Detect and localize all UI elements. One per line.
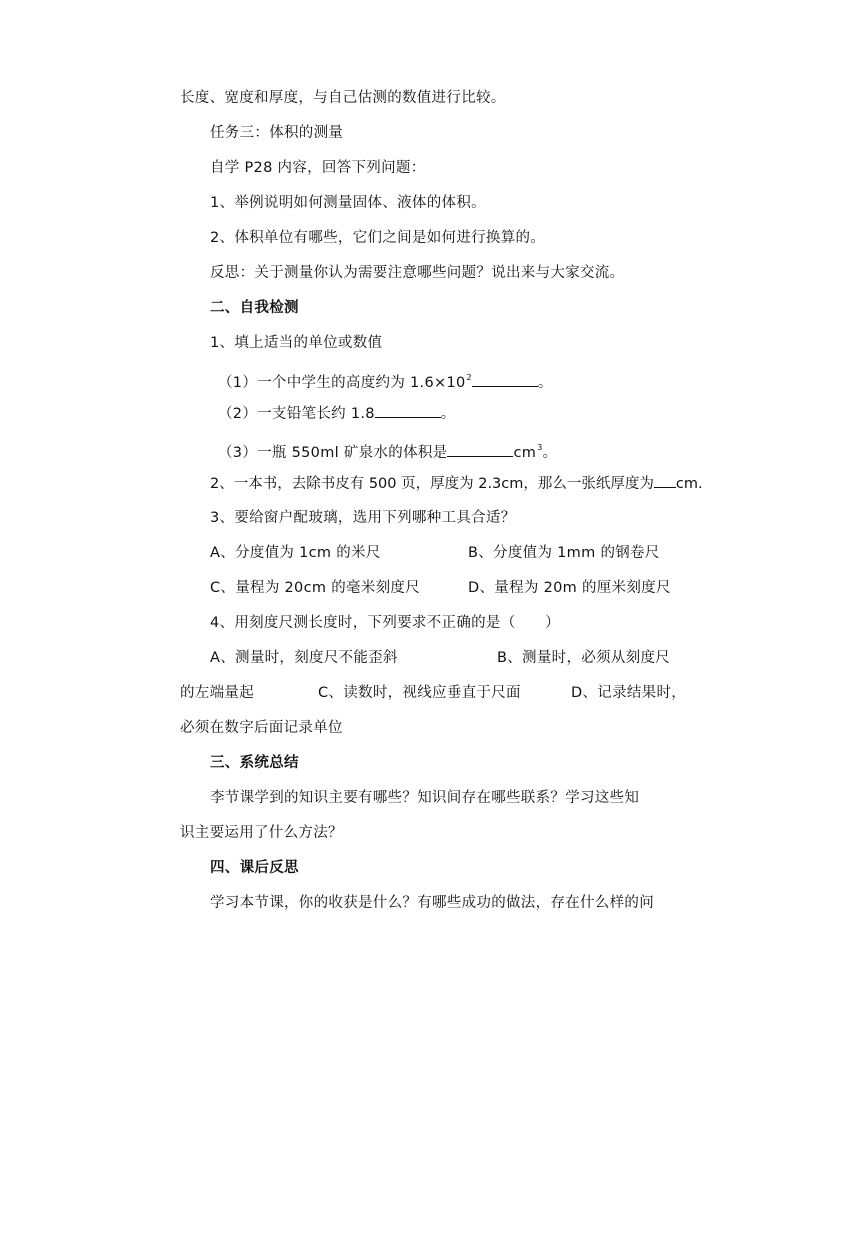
- item-text: （3）一瓶 550ml 矿泉水的体积是: [218, 445, 448, 461]
- item-text: （1）一个中学生的高度约为 1.6×10: [218, 375, 466, 391]
- option-b-continued: 的左端量起: [180, 685, 254, 701]
- reflection-prompt: 反思：关于测量你认为需要注意哪些问题？说出来与大家交流。: [210, 265, 625, 281]
- question-title: 4、用刻度尺测长度时，下列要求不正确的是（ ）: [210, 615, 560, 631]
- option-a: A、测量时，刻度尺不能歪斜: [210, 650, 398, 666]
- fill-blank-item: [218, 438, 557, 463]
- answer-blank[interactable]: [375, 403, 441, 418]
- item-text: 。: [440, 406, 456, 422]
- self-study-instruction: 自学 P28 内容，回答下列问题：: [210, 160, 426, 176]
- answer-blank[interactable]: [472, 372, 538, 387]
- question-line: 2、体积单位有哪些，它们之间是如何进行换算的。: [210, 230, 546, 246]
- option-c: C、读数时，视线应垂直于尺面: [318, 685, 521, 701]
- paragraph-line: 长度、宽度和厚度，与自己估测的数值进行比较。: [180, 90, 506, 106]
- question-line: 1、举例说明如何测量固体、液体的体积。: [210, 195, 486, 211]
- option-b: B、测量时，必须从刻度尺: [497, 650, 671, 666]
- option-d: D、量程为 20m 的厘米刻度尺: [468, 580, 671, 596]
- item-text: （2）一支铅笔长约 1.8: [218, 406, 375, 422]
- reflection-text: 学习本节课，你的收获是什么？有哪些成功的做法，存在什么样的问: [210, 895, 654, 911]
- superscript: 2: [466, 373, 472, 382]
- superscript: 3: [537, 443, 543, 452]
- answer-blank[interactable]: [447, 442, 513, 457]
- fill-blank-item: [218, 403, 456, 424]
- option-b: B、分度值为 1mm 的钢卷尺: [468, 545, 660, 561]
- item-text: cm.: [675, 476, 703, 492]
- item-text: 2、一本书，去除书皮有 500 页，厚度为 2.3cm，那么一张纸厚度为: [210, 476, 654, 492]
- task-three-title: 任务三：体积的测量: [210, 125, 344, 141]
- answer-blank[interactable]: [654, 473, 676, 488]
- summary-text: 识主要运用了什么方法？: [180, 825, 343, 841]
- fill-blank-item: [218, 368, 553, 393]
- summary-text: 李节课学到的知识主要有哪些？知识间存在哪些联系？学习这些知: [210, 790, 640, 806]
- question-title: 1、填上适当的单位或数值: [210, 335, 383, 351]
- unit-text: cm: [513, 445, 537, 461]
- question-line: [210, 473, 703, 494]
- item-text: 。: [542, 445, 558, 461]
- option-d: D、记录结果时，: [571, 685, 687, 701]
- item-text: 。: [537, 375, 553, 391]
- section-heading-self-test: 二、自我检测: [210, 300, 299, 316]
- option-a: A、分度值为 1cm 的米尺: [210, 545, 381, 561]
- question-title: 3、要给窗户配玻璃，选用下列哪种工具合适？: [210, 510, 516, 526]
- section-heading-summary: 三、系统总结: [210, 755, 299, 771]
- section-heading-reflection: 四、课后反思: [210, 860, 299, 876]
- option-d-continued: 必须在数字后面记录单位: [180, 720, 343, 736]
- option-c: C、量程为 20cm 的毫米刻度尺: [210, 580, 420, 596]
